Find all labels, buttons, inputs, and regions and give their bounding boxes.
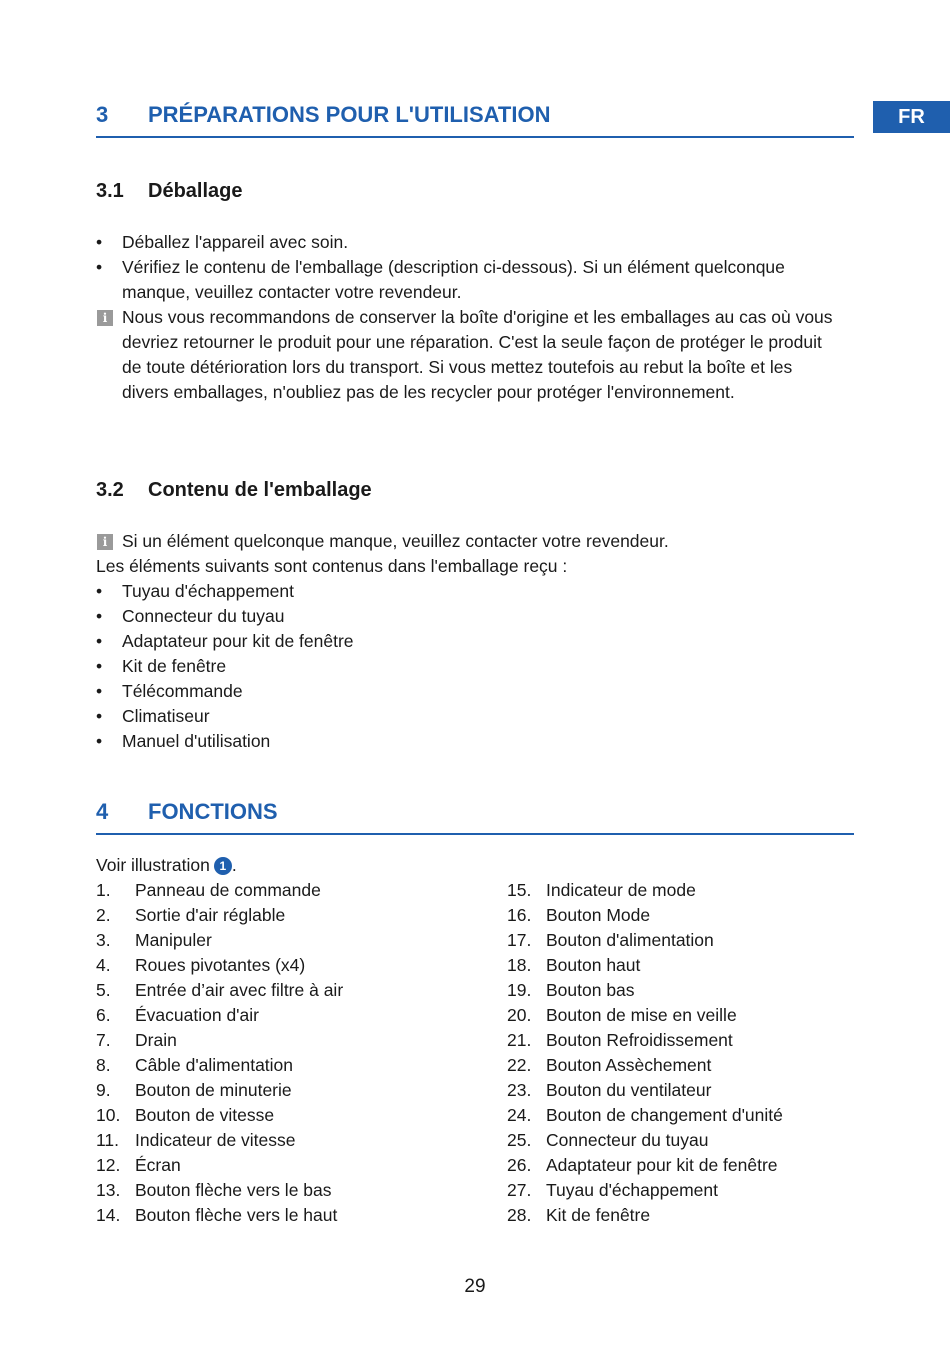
package-contents [96,529,836,754]
list-item: 23. Bouton du ventilateur [507,1080,712,1100]
list-item: 21. Bouton Refroidissement [507,1030,733,1050]
list-item: 1. Panneau de commande [96,880,321,900]
list-item: 6. Évacuation d'air [96,1005,259,1025]
list-item: 9. Bouton de minuterie [96,1080,292,1100]
functions-list-left [96,878,343,1228]
list-item: 2. Sortie d'air réglable [96,905,286,925]
intro-text: Les éléments suivants sont contenus dans l'emballage reçu : [96,556,568,576]
section-3-heading [96,100,854,138]
list-item: • Manuel d'utilisation [96,731,271,751]
list-item: 25. Connecteur du tuyau [507,1130,709,1150]
list-item: • Déballez l'appareil avec soin. [96,232,349,252]
list-item: 28. Kit de fenêtre [507,1205,651,1225]
list-item: • Connecteur du tuyau [96,606,285,626]
section-title: FONCTIONS [148,799,278,824]
info-note: i Si un élément quelconque manque, veuillez contacter votre revendeur. [96,529,836,554]
illustration-badge: 1 [214,857,232,875]
language-tab: FR [873,101,950,133]
list-item: 19. Bouton bas [507,980,635,1000]
info-note: i Nous vous recommandons de conserver la boîte d'origine et les emballages au cas où vous devriez retourner le produit pour une réparation. C'est la seule façon de protéger le produit de toute détérioration lors du transport. Si vous mettez toutefois au rebut la boîte et les divers emballages, n'oubliez pas de les recycler pour protéger l'environnement. [96,305,836,405]
list-item: • Télécommande [96,681,243,701]
list-item: 10. Bouton de vitesse [96,1105,275,1125]
list-item: 8. Câble d'alimentation [96,1055,294,1075]
unpacking-list [96,230,836,405]
list-item: 26. Adaptateur pour kit de fenêtre [507,1155,778,1175]
list-item: 13. Bouton flèche vers le bas [96,1180,332,1200]
section-number: 4 [96,799,109,824]
list-item: 22. Bouton Assèchement [507,1055,712,1075]
list-item: 11. Indicateur de vitesse [96,1130,296,1150]
list-item: 14. Bouton flèche vers le haut [96,1205,338,1225]
info-icon: i [97,310,113,326]
list-item: 4. Roues pivotantes (x4) [96,955,306,975]
section-title: PRÉPARATIONS POUR L'UTILISATION [148,102,551,127]
list-item: 12. Écran [96,1155,181,1175]
section-4-heading [96,797,854,835]
subsection-number: 3.1 [96,180,124,202]
subsection-number: 3.2 [96,479,124,501]
page-number: 29 [464,1276,486,1297]
list-item: 5. Entrée d’air avec filtre à air [96,980,344,1000]
list-item: 15. Indicateur de mode [507,880,696,900]
list-item: 7. Drain [96,1030,177,1050]
list-item: 27. Tuyau d'échappement [507,1180,718,1200]
functions-intro: Voir illustration 1 . [96,855,237,875]
list-item: 18. Bouton haut [507,955,641,975]
subsection-title: Déballage [148,180,243,202]
functions-list-right [507,878,783,1228]
list-item: • Tuyau d'échappement [96,581,294,601]
subsection-title: Contenu de l'emballage [148,479,372,501]
list-item: 3. Manipuler [96,930,212,950]
list-item: • Adaptateur pour kit de fenêtre [96,631,354,651]
list-item: 17. Bouton d'alimentation [507,930,714,950]
list-item: 20. Bouton de mise en veille [507,1005,737,1025]
list-item: • Climatiseur [96,706,210,726]
section-number: 3 [96,102,109,127]
list-item: 16. Bouton Mode [507,905,651,925]
info-icon: i [97,534,113,550]
list-item: • Kit de fenêtre [96,656,227,676]
list-item: 24. Bouton de changement d'unité [507,1105,783,1125]
list-item: • Vérifiez le contenu de l'emballage (description ci-dessous). Si un élément quelconque manque, veuillez contacter votre revendeur. [96,257,785,302]
